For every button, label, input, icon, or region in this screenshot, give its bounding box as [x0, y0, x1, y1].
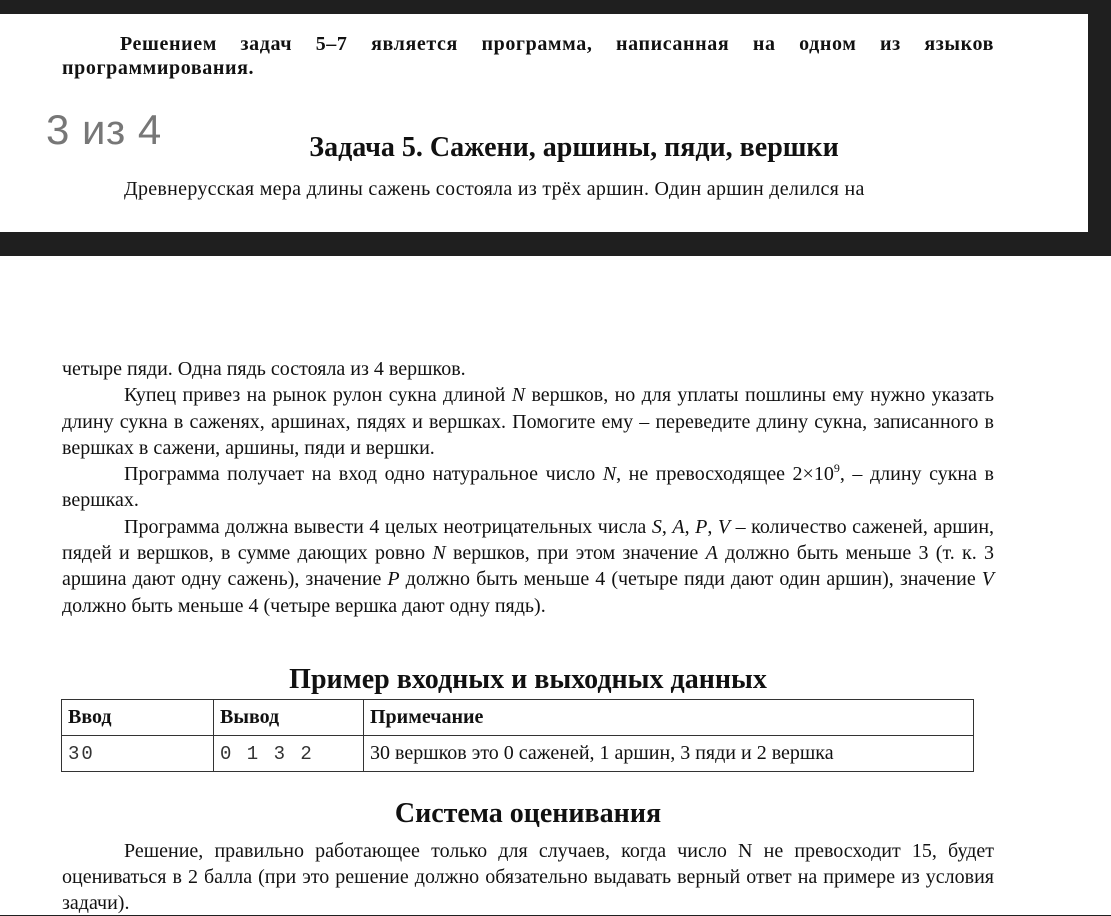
text-run: – количество саженей, аршин, пядей и вершков, в сумме дающих ровно: [62, 515, 995, 565]
page-counter: 3 из 4: [46, 106, 162, 153]
text-run: , – длину сукна в вершках.: [62, 463, 994, 512]
text-run: должно быть меньше 4 (четыре пяди дают один аршин), значение: [399, 568, 982, 591]
var-a: A: [672, 515, 685, 538]
cell-note: 30 вершков это 0 саженей, 1 аршин, 3 пяди и 2 вершка: [364, 736, 974, 772]
text-run: должно быть меньше 3 (т. к. 3 аршина дают одну сажень), значение: [62, 542, 994, 591]
header-input: Ввод: [62, 700, 214, 736]
text-run: ,: [661, 515, 673, 538]
grading-title: Система оценивания: [394, 798, 662, 829]
grading-text: Решение, правильно работающее только для случаев, когда число N не превосходит 15, будет оцениваться в 2 балла (при это решение должно обязательно выдавать верный ответ на примере из условия задачи).: [62, 840, 994, 914]
paragraph-1-start: Древнерусская мера длины сажень состояла из трёх аршин. Один аршин делился на: [124, 178, 865, 200]
var-n: N: [432, 542, 446, 565]
var-s: S: [651, 515, 662, 538]
paragraph-2: [62, 382, 994, 461]
paragraph-3: [62, 461, 994, 514]
task-body: [62, 356, 994, 619]
var-p: P: [695, 515, 708, 538]
page-fragment-bottom: [0, 256, 1111, 915]
var-a: A: [705, 542, 718, 565]
example-title: Пример входных и выходных данных: [289, 664, 767, 695]
var-v: V: [717, 515, 731, 538]
var-v: V: [981, 568, 994, 591]
intro-text: Решением задач 5–7 является программа, написанная на одном из языков программирования.: [62, 33, 994, 79]
var-n: N: [602, 463, 617, 486]
text-run: ,: [684, 515, 696, 538]
text-run: должно быть меньше 4 (четыре вершка дают одну пядь).: [62, 594, 546, 617]
table-row: [62, 736, 974, 772]
var-n: N: [511, 384, 526, 407]
table-header-row: [62, 700, 974, 736]
paragraph-4: [62, 514, 994, 619]
paragraph-1-end: четыре пяди. Одна пядь состояла из 4 вершков.: [62, 358, 466, 380]
page-fragment-top: [0, 14, 1088, 232]
example-table: [61, 699, 974, 772]
text-run: Программа должна вывести 4 целых неотрицательных числа: [124, 515, 652, 538]
header-output: Вывод: [214, 700, 364, 736]
header-note: Примечание: [364, 700, 974, 736]
text-run: вершков, при этом значение: [445, 542, 706, 565]
cell-input: 30: [62, 736, 214, 772]
text-run: вершков, но для уплаты пошлины ему нужно указать длину сукна в саженях, аршинах, пядях и вершках. Помогите ему – переведите длину сукна, записанного в вершках в сажени, аршины, пяди и вершки.: [62, 384, 994, 459]
text-run: Программа получает на вход одно натуральное число: [124, 463, 603, 486]
text-run: , не превосходящее 2×10: [616, 463, 834, 486]
cell-output: 0 1 3 2: [214, 736, 364, 772]
text-run: Купец привез на рынок рулон сукна длиной: [124, 384, 512, 407]
var-p: P: [387, 568, 400, 591]
text-run: ,: [707, 515, 718, 538]
exponent: 9: [833, 461, 840, 476]
task-title: Задача 5. Сажени, аршины, пяди, вершки: [309, 132, 839, 163]
